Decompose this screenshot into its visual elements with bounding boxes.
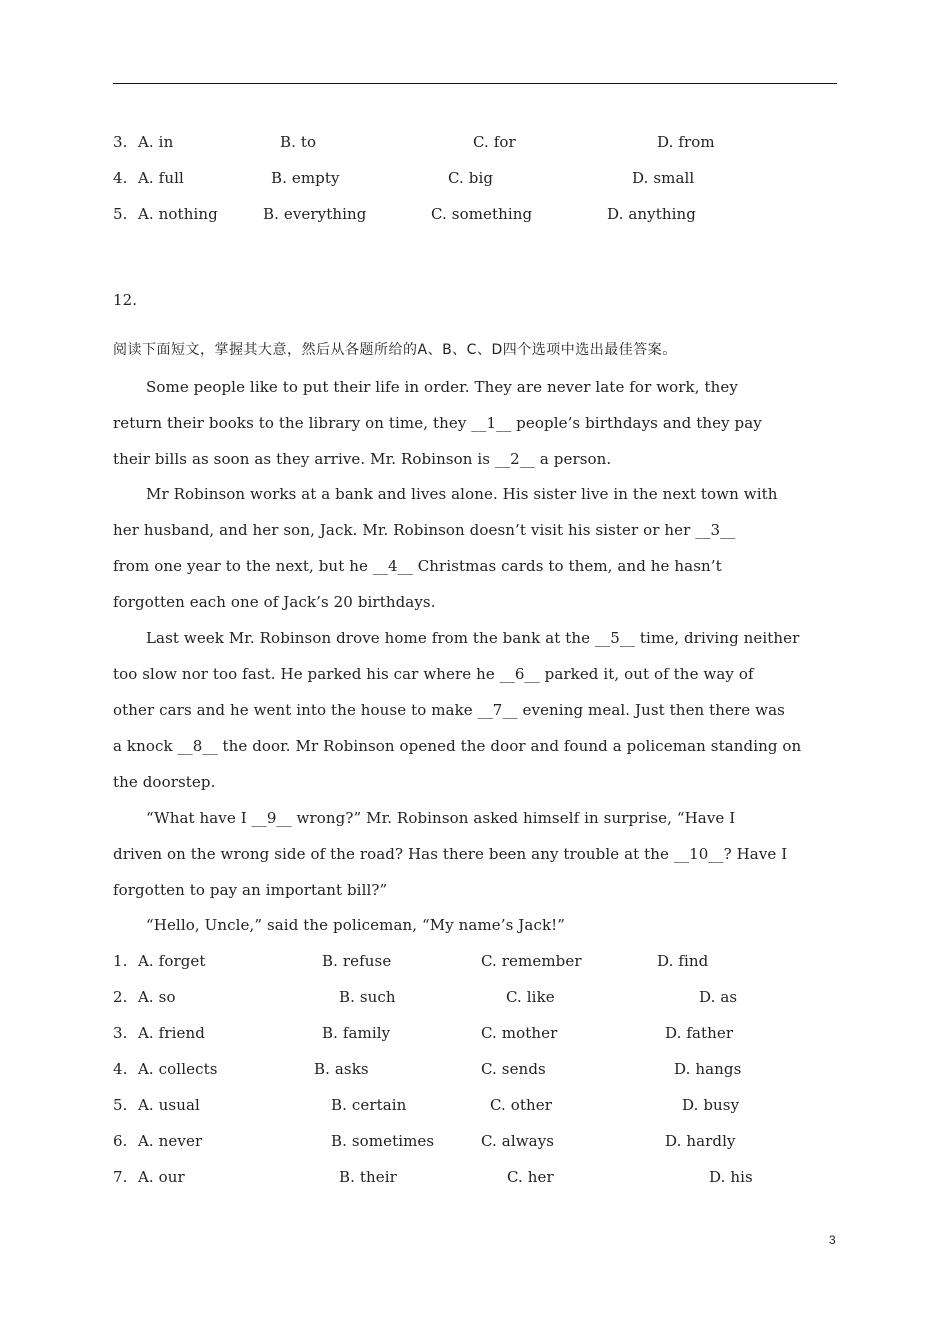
option-d: D. small [632, 169, 695, 187]
header-rule [113, 83, 837, 84]
option-number: 3. [113, 133, 128, 151]
option-b: B. their [339, 1168, 397, 1186]
option-d: D. from [657, 133, 715, 151]
option-c: C. big [448, 169, 494, 187]
option-c: C. for [473, 133, 516, 151]
option-b: B. family [322, 1024, 391, 1042]
option-c: C. her [507, 1168, 554, 1186]
option-a: A. nothing [138, 205, 218, 223]
option-c: C. remember [481, 952, 582, 970]
option-number: 7. [113, 1168, 128, 1186]
option-b: B. such [339, 988, 396, 1006]
passage-line: forgotten each one of Jack’s 20 birthdays. [113, 593, 436, 611]
option-number: 3. [113, 1024, 128, 1042]
option-number: 4. [113, 169, 128, 187]
option-number: 1. [113, 952, 128, 970]
option-a: A. forget [138, 952, 206, 970]
option-d: D. hardly [665, 1132, 736, 1150]
passage-line: the doorstep. [113, 773, 216, 791]
passage-line: “Hello, Uncle,” said the policeman, “My name’s Jack!” [146, 916, 566, 934]
passage-line: Some people like to put their life in order. They are never late for work, they [146, 378, 738, 396]
option-d: D. hangs [674, 1060, 742, 1078]
passage-line: from one year to the next, but he __4__ Christmas cards to them, and he hasn’t [113, 557, 722, 575]
option-a: A. so [138, 988, 176, 1006]
option-d: D. his [709, 1168, 753, 1186]
passage-line: Last week Mr. Robinson drove home from the bank at the __5__ time, driving neither [146, 629, 800, 647]
option-b: B. everything [263, 205, 367, 223]
option-b: B. refuse [322, 952, 392, 970]
passage-line: her husband, and her son, Jack. Mr. Robinson doesn’t visit his sister or her __3__ [113, 521, 736, 539]
option-number: 4. [113, 1060, 128, 1078]
option-a: A. usual [138, 1096, 200, 1114]
option-a: A. in [138, 133, 174, 151]
option-d: D. anything [607, 205, 696, 223]
option-b: B. sometimes [331, 1132, 435, 1150]
option-b: B. empty [271, 169, 340, 187]
passage-line: Mr Robinson works at a bank and lives alone. His sister live in the next town with [146, 485, 778, 503]
option-d: D. busy [682, 1096, 740, 1114]
option-number: 6. [113, 1132, 128, 1150]
option-number: 5. [113, 205, 128, 223]
option-a: A. never [138, 1132, 203, 1150]
passage-line: too slow nor too fast. He parked his car where he __6__ parked it, out of the way of [113, 665, 754, 683]
option-b: B. asks [314, 1060, 369, 1078]
option-a: A. collects [138, 1060, 218, 1078]
passage-line: driven on the wrong side of the road? Has there been any trouble at the __10__? Have I [113, 845, 788, 863]
passage-line: their bills as soon as they arrive. Mr. Robinson is __2__ a person. [113, 450, 612, 468]
option-a: A. friend [138, 1024, 205, 1042]
option-c: C. sends [481, 1060, 546, 1078]
option-c: C. always [481, 1132, 555, 1150]
passage-line: return their books to the library on time, they __1__ people’s birthdays and they pay [113, 414, 762, 432]
option-c: C. other [490, 1096, 553, 1114]
option-a: A. full [138, 169, 184, 187]
option-d: D. as [699, 988, 738, 1006]
option-number: 2. [113, 988, 128, 1006]
page-number: 3 [829, 1233, 836, 1247]
option-c: C. like [506, 988, 555, 1006]
passage-line: “What have I __9__ wrong?” Mr. Robinson asked himself in surprise, “Have I [146, 809, 736, 827]
option-c: C. something [431, 205, 533, 223]
option-number: 5. [113, 1096, 128, 1114]
option-c: C. mother [481, 1024, 558, 1042]
passage-line: forgotten to pay an important bill?” [113, 881, 388, 899]
option-d: D. father [665, 1024, 734, 1042]
question-number: 12. [113, 291, 138, 309]
option-b: B. to [280, 133, 317, 151]
option-d: D. find [657, 952, 709, 970]
passage-line: other cars and he went into the house to make __7__ evening meal. Just then there was [113, 701, 785, 719]
passage-line: a knock __8__ the door. Mr Robinson opened the door and found a policeman standing on [113, 737, 802, 755]
instruction-text: 阅读下面短文，掌握其大意，然后从各题所给的A、B、C、D四个选项中选出最佳答案。 [113, 342, 677, 358]
option-a: A. our [138, 1168, 185, 1186]
option-b: B. certain [331, 1096, 407, 1114]
